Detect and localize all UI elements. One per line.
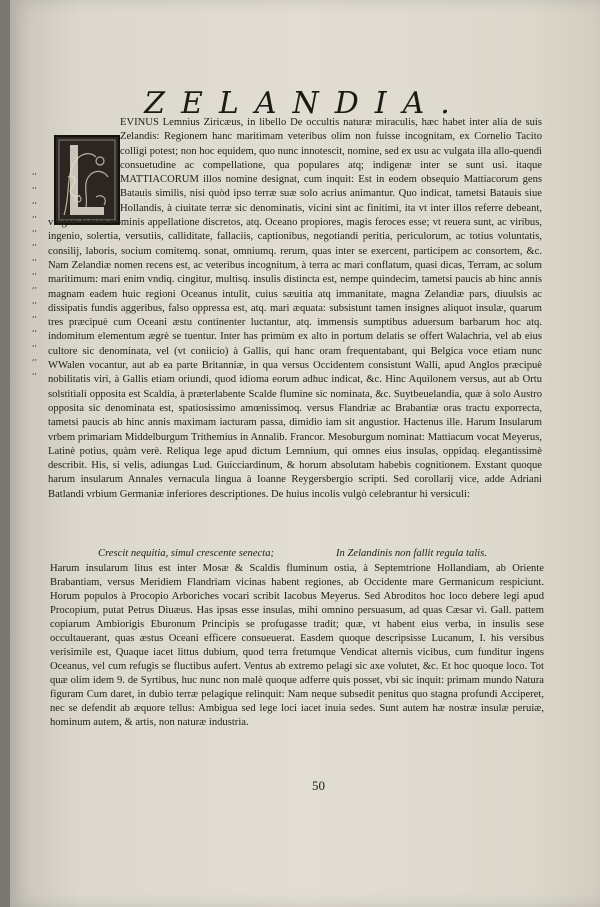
body-paragraph-1 (48, 116, 542, 502)
body-paragraph-2: Harum insularum litus est inter Mosæ & Scaldis fluminum ostia, à Septemtrione Hollandiam, ab Oriente Brabantiam, versus Meridiem Flandriam vicinas habent regiones, ab Occidente mare Germanicum respiciunt. Horum populos à Procopio Arboriches vocari scribit Iacobus Meyerus. Sed Abroditos hoc loco debere legi apud Procopium, putat Petrus Diuæus. Has ipsas esse insulas, mihi omnino persuasum, ad quas Cæsar vi. Gall. pattem copiarum Ambiorigis Eburonum Principis se profugasse tradit; quæ, vt habent eius verba, in insulis sese occultauerant, quas æstus Oceani efficere consueuerat. Easdem quoque descripsisse Lucanum, I. his versibus verisimile est, Quaque iacet littus dubium, quod terra fretumque Vendicat alternis vicibus, cum funditur ingens Oceanus, vel cum refugis se fluctibus aufert. Ventus ab extremo pelagi sic axe volutet, &c. Et hoc quoque loco. Tot quæ olim idem 9. de Syrtibus, huc nunc non malè quoque adferre quis posset, vbi sic inquit: primam mundo Natura figuram Cum daret, in dubio terræ pelagique relinquit: Nam neque subsedit penitus quo stagna profundi Acciperet, nec se defendit ab æquore tellus: Ambigua sed lege loci iacet inuia sedes. Sunt autem hæ nostræ insulæ peruiæ, hominum autem, & artis, non naturæ industria. (50, 563, 544, 728)
book-page (10, 0, 600, 907)
verse-left: Crescit nequitia, simul crescente senecta; (98, 548, 275, 559)
page-number: 50 (312, 778, 325, 793)
paragraph-1-text: EVINUS Lemnius Ziricæus, in libello De occultis naturæ miraculis, hæc habet inter alia de suis Zelandis: Regionem hanc maritimam veteribus olim non fuisse incognitam, ex Cornelio Tacito colligi potest; non hoc equidem, quo nunc innotescit, nomine, sed ex usu ac vulgata illa allo-quendi consuetudine ac compellatione, qua populares atq; indigenæ inter se sunt usi. itaque MATTIACORUM illos nomine designat, cum inquit: Est in eodem obsequio Mattiacorum gens Batauis similis, nisi quòd ipso terræ suæ solo acrius animantur. Quo indicat, tametsi Batauis siue Hollandis, à ciuitate terræ sic denominatis, vicini sint ac finitimi, ita vt inter illos referre debeant, vulgari tamen nominis appellatione discretos, atq. Oceano propiores, magis feroces esse; vt reuera sunt, ac viribus, ingenio, solertia, versutiis, calliditate, fallaciis, captionibus, negotiandi peritia, periculorum, ac totius voluntatis, consilij, laboris, socium comitemq. sonat, omniumq. rerum, quas inter se exercent, participem ac consortem, &c. Nam Zelandiæ nomen recens est, ac veteribus incognitum, à terra ac mari conflatum, quasi dicas, Terram, ac solum maritimum: mari enim vndiq. cingitur, multisq. insulis distincta est, nempe quindecim, tametsi paucis ab hinc annis magnam eadem huic regioni Oceanus intulit, cuius sæuitia atq immanitate, magna Zelandiæ pars, diuulsis ac dissipatis fundis aggeribus, falso oppressa est, atq. mari æquata: subsistunt tamen insignes aliquot insulæ, quarum tres præcipuè cum Oceani æstu continenter luctantur, atq. immensis sumptibus aduersum barbarum hoc atq. indomitum elementum ægrè se tuentur. Inter has primùm ex alto in portum delatis se offert Walachria, vel ab eius cultore sic denominata, vel (vt coniicio) à Gallis, qui hanc oram frequentabant, qui Belgica voce etiam nunc WWalen vocantur, aut ab ea parte Britanniæ, in qua versus Occidentem consistunt Walli, apud Anglos præcipuè nobilitatis viri, à Gallis etiam oriundi, quod idioma eorum adhuc indicat, &c. Hinc Aquilonem versus, aut ab Ortu solstitiali opposita est Scaldia, à præterlabente Scalde flumine sic nominata, &c. Suytbeuelandia, quæ à solo Austro opposita sic denominata est, spatiosissimo amœnissimoq. versus Flandriæ ac Brabantiæ oras tractu exporrecta, tametsi paucis ab hinc annis maximam iacturam passa, dimidio iam sit angustior. Hactenus ille. Harum Insularum vrbem primariam Middelburgum Trithemius in Annalib. Francor. Mesoburgum nominat: Mattiacum vocat Meyerus, Latinè potius, quàm verè. Reliqua lege apud dictum Lemnium, qui omnes eius insulas, oppidaq. elegantissimè describit. His, si velis, adiungas Lud. Guicciardinum, & horum absolutam habebis cognitionem. Exstant quoque harum insularum Annales vernacula lingua à Ioanne Reygersbergio scripti. Sed corollarij vice, adde Adriani Batlandi vrbium Germaniæ inferiores descriptiones. De huius incolis vulgò celebrantur hi versiculi: (48, 117, 542, 500)
page-title: ZELANDIA. (144, 86, 466, 121)
verse-couplet (98, 548, 487, 559)
margin-quotation-marks: ,, ,, ,, ,, ,, ,, ,, ,, ,, ,, ,, ,, ,, ,, ,, (32, 167, 38, 377)
verse-right: In Zelandinis non fallit regula talis. (336, 548, 487, 559)
initial-space (48, 116, 120, 214)
